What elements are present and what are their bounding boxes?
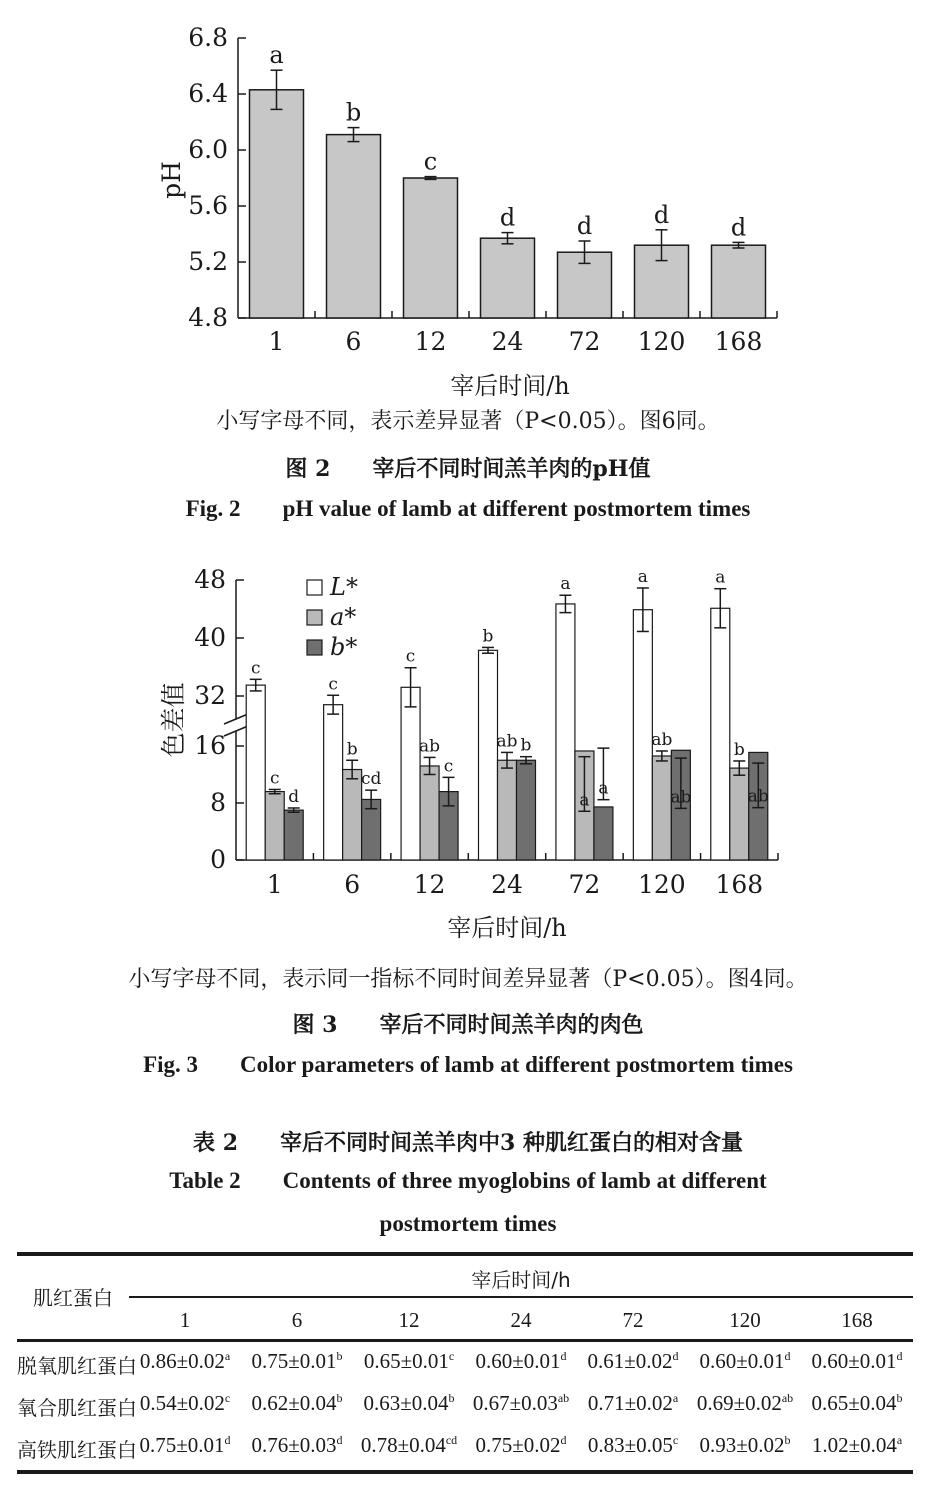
x-tick-label: 168 <box>714 327 763 356</box>
column-header-120h: 120 <box>729 1308 761 1332</box>
row-label: 脱氧肌红蛋白 <box>17 1354 137 1378</box>
y-tick-label: 0 <box>210 845 226 874</box>
significance-label: ab <box>670 787 692 808</box>
figure3-caption-en <box>0 1052 936 1078</box>
table-cell <box>129 1349 241 1374</box>
cell-significance: c <box>672 1433 679 1447</box>
table-cell <box>577 1349 689 1374</box>
table-cell <box>577 1433 689 1458</box>
table-header-rule <box>17 1339 913 1342</box>
significance-label: ab <box>651 729 673 750</box>
significance-label: b <box>482 626 494 647</box>
cell-significance: c <box>224 1391 231 1405</box>
y-tick-label: 48 <box>194 565 226 594</box>
table-cell <box>353 1433 465 1458</box>
table-cell <box>465 1433 577 1458</box>
row-label: 氧合肌红蛋白 <box>17 1396 137 1420</box>
significance-label: a <box>598 778 609 799</box>
table2-title-en-line2: postmortem times <box>379 1211 557 1236</box>
table-cell <box>689 1433 801 1458</box>
table-cell <box>801 1349 913 1374</box>
cell-significance: b <box>336 1391 343 1405</box>
significance-label: ab <box>419 736 441 757</box>
legend-swatch-L <box>307 580 322 595</box>
cell-value: 0.63±0.04 <box>363 1391 449 1415</box>
cell-significance: ab <box>557 1391 570 1405</box>
table-cell <box>353 1349 465 1374</box>
cell-significance: c <box>448 1349 455 1363</box>
x-tick-label: 6 <box>345 327 362 356</box>
cell-significance: d <box>896 1349 903 1363</box>
significance-label: ab <box>496 731 518 752</box>
table-cell <box>241 1433 353 1458</box>
figure3-caption-cn-number: 图 3 <box>292 1012 338 1038</box>
bar-a-1h <box>265 792 284 860</box>
bar-a-6h <box>343 770 362 860</box>
cell-value: 0.76±0.03 <box>251 1433 337 1457</box>
y-tick-label: 6.8 <box>188 23 228 52</box>
bar-24h <box>481 238 535 318</box>
cell-value: 0.60±0.01 <box>475 1349 561 1373</box>
figure2-caption-en-number: Fig. 2 <box>185 496 241 521</box>
table2-title-en <box>0 1168 936 1194</box>
x-tick-label: 1 <box>268 327 285 356</box>
x-tick-label: 24 <box>491 870 523 899</box>
x-axis-title: 宰后时间/h <box>447 914 567 942</box>
column-header-72h: 72 <box>622 1308 644 1332</box>
ph-bar-chart <box>0 0 936 400</box>
legend-label-a: a* <box>330 603 357 631</box>
cell-significance: a <box>224 1349 231 1363</box>
figure2-note: 小写字母不同，表示差异显著（P<0.05）。图6同。 <box>216 409 720 434</box>
table-cell <box>801 1391 913 1416</box>
cell-significance: b <box>896 1391 903 1405</box>
significance-label: d <box>499 203 516 232</box>
significance-label: b <box>520 735 532 756</box>
significance-label: c <box>405 646 416 667</box>
legend-swatch-b <box>307 640 322 655</box>
table-top-rule <box>17 1252 913 1256</box>
cell-value: 0.60±0.01 <box>811 1349 897 1373</box>
cell-significance: a <box>896 1433 903 1447</box>
table-cell <box>353 1391 465 1416</box>
cell-significance: d <box>336 1433 343 1447</box>
bar-L-72h <box>556 604 575 860</box>
cell-value: 0.78±0.04 <box>360 1433 446 1457</box>
figure3-caption-en-title: Color parameters of lamb at different postmortem times <box>240 1052 793 1077</box>
figure3-note: 小写字母不同，表示同一指标不同时间差异显著（P<0.05）。图4同。 <box>128 967 808 992</box>
cell-value: 0.83±0.05 <box>587 1433 673 1457</box>
x-tick-label: 168 <box>715 870 764 899</box>
bar-b-24h <box>517 760 536 860</box>
y-tick-label: 40 <box>194 623 226 652</box>
cell-value: 0.54±0.02 <box>139 1391 225 1415</box>
bar-b-1h <box>284 810 303 860</box>
bar-12h <box>404 178 458 318</box>
y-tick-label: 16 <box>194 731 226 760</box>
cell-significance: b <box>448 1391 455 1405</box>
bar-168h <box>712 245 766 318</box>
figure2-caption-cn-title: 宰后不同时间羔羊肉的pH值 <box>372 456 651 482</box>
y-tick-label: 8 <box>210 788 226 817</box>
table-cell <box>129 1391 241 1416</box>
color-bar-chart <box>0 560 936 960</box>
x-tick-label: 72 <box>568 870 601 899</box>
significance-label: a <box>715 567 726 588</box>
cell-value: 0.75±0.01 <box>139 1433 225 1457</box>
bar-6h <box>327 135 381 318</box>
bar-a-120h <box>652 756 671 860</box>
table-cell <box>465 1349 577 1374</box>
significance-label: c <box>443 756 454 777</box>
cell-significance: a <box>672 1391 679 1405</box>
cell-significance: b <box>336 1349 343 1363</box>
cell-significance: b <box>784 1433 791 1447</box>
column-group-header: 宰后时间/h <box>471 1268 571 1292</box>
significance-label: c <box>328 674 338 695</box>
column-header-6h: 6 <box>291 1308 303 1332</box>
y-axis-title: pH <box>157 161 186 199</box>
table-cell <box>689 1349 801 1374</box>
table-cell <box>241 1349 353 1374</box>
row-label: 高铁肌红蛋白 <box>17 1438 137 1462</box>
cell-significance: ab <box>781 1391 794 1405</box>
x-axis-title: 宰后时间/h <box>450 372 570 400</box>
x-tick-label: 72 <box>568 327 601 356</box>
cell-value: 0.61±0.02 <box>587 1349 673 1373</box>
y-tick-label: 6.0 <box>188 135 228 164</box>
cell-value: 0.69±0.02 <box>696 1391 782 1415</box>
bar-a-168h <box>730 768 749 860</box>
table-cell <box>577 1391 689 1416</box>
row-header-label: 肌红蛋白 <box>33 1286 113 1310</box>
significance-label: c <box>269 768 280 789</box>
table2-title-cn <box>0 1126 936 1157</box>
significance-label: a <box>579 790 590 811</box>
significance-label: b <box>345 98 362 127</box>
table-cell <box>689 1391 801 1416</box>
cell-value: 0.75±0.01 <box>251 1349 337 1373</box>
cell-significance: d <box>672 1349 679 1363</box>
table-cell <box>129 1433 241 1458</box>
significance-label: a <box>637 566 648 587</box>
x-tick-label: 12 <box>413 870 446 899</box>
significance-label: b <box>346 739 358 760</box>
column-header-168h: 168 <box>841 1308 873 1332</box>
cell-value: 0.93±0.02 <box>699 1433 785 1457</box>
y-tick-label: 6.4 <box>188 79 228 108</box>
significance-label: d <box>730 213 747 242</box>
bar-a-12h <box>420 766 439 860</box>
table-cell <box>241 1391 353 1416</box>
x-tick-label: 120 <box>637 870 686 899</box>
column-header-12h: 12 <box>398 1308 420 1332</box>
figure2-caption-cn-number: 图 2 <box>285 456 331 482</box>
x-tick-label: 1 <box>266 870 283 899</box>
cell-significance: d <box>224 1433 231 1447</box>
x-tick-label: 120 <box>637 327 686 356</box>
bar-L-1h <box>246 685 265 860</box>
table2-title-en-line1: Contents of three myoglobins of lamb at different <box>282 1168 767 1193</box>
y-axis-title: 色差值 <box>159 682 188 758</box>
cell-value: 0.65±0.04 <box>811 1391 897 1415</box>
cell-significance: d <box>560 1349 567 1363</box>
y-tick-label: 5.6 <box>188 191 228 220</box>
significance-label: a <box>560 574 571 595</box>
bar-L-24h <box>479 650 498 860</box>
significance-label: b <box>733 739 745 760</box>
column-header-1h: 1 <box>179 1308 191 1332</box>
table-bottom-rule <box>17 1470 913 1474</box>
figure3-caption-cn-title: 宰后不同时间羔羊肉的肉色 <box>379 1012 644 1038</box>
significance-label: d <box>653 200 670 229</box>
column-header-24h: 24 <box>510 1308 532 1332</box>
table-cell <box>465 1391 577 1416</box>
figure2-caption-en-title: pH value of lamb at different postmortem times <box>282 496 751 521</box>
cell-significance: cd <box>445 1433 458 1447</box>
table-group-rule <box>129 1296 913 1298</box>
cell-significance: d <box>784 1349 791 1363</box>
cell-value: 1.02±0.04 <box>811 1433 897 1457</box>
legend-label-b: b* <box>330 633 358 661</box>
bar-b-72h <box>594 807 613 860</box>
table-cell <box>801 1433 913 1458</box>
cell-value: 0.60±0.01 <box>699 1349 785 1373</box>
legend-swatch-a <box>307 610 322 625</box>
bar-L-168h <box>711 608 730 860</box>
bar-L-120h <box>633 610 652 860</box>
significance-label: ab <box>747 786 769 807</box>
significance-label: d <box>288 786 300 807</box>
table2-title-cn-number: 表 2 <box>193 1130 238 1156</box>
legend-label-L: L* <box>330 573 358 601</box>
significance-label: c <box>423 147 438 176</box>
bar-L-12h <box>401 687 420 860</box>
cell-value: 0.67±0.03 <box>472 1391 558 1415</box>
bar-L-6h <box>324 705 343 860</box>
cell-value: 0.86±0.02 <box>139 1349 225 1373</box>
x-tick-label: 24 <box>491 327 524 356</box>
figure3-caption-cn <box>0 1008 936 1039</box>
figure2-caption-en <box>0 496 936 522</box>
cell-value: 0.71±0.02 <box>587 1391 673 1415</box>
cell-significance: d <box>560 1433 567 1447</box>
x-tick-label: 12 <box>414 327 447 356</box>
cell-value: 0.62±0.04 <box>251 1391 337 1415</box>
bar-1h <box>250 90 304 318</box>
significance-label: cd <box>360 769 382 790</box>
y-tick-label: 4.8 <box>188 303 228 332</box>
table2-title-cn-text: 宰后不同时间羔羊肉中3 种肌红蛋白的相对含量 <box>280 1130 743 1156</box>
x-tick-label: 6 <box>344 870 361 899</box>
bar-a-24h <box>498 760 517 860</box>
significance-label: c <box>250 658 261 679</box>
figure2-caption-cn <box>0 452 936 483</box>
table2-title-en-number: Table 2 <box>169 1168 241 1193</box>
significance-label: a <box>269 41 284 70</box>
significance-label: d <box>576 212 593 240</box>
figure3-caption-en-number: Fig. 3 <box>143 1052 199 1077</box>
cell-value: 0.75±0.02 <box>475 1433 561 1457</box>
y-tick-label: 5.2 <box>188 247 228 276</box>
cell-value: 0.65±0.01 <box>363 1349 449 1373</box>
y-tick-label: 32 <box>194 681 226 710</box>
